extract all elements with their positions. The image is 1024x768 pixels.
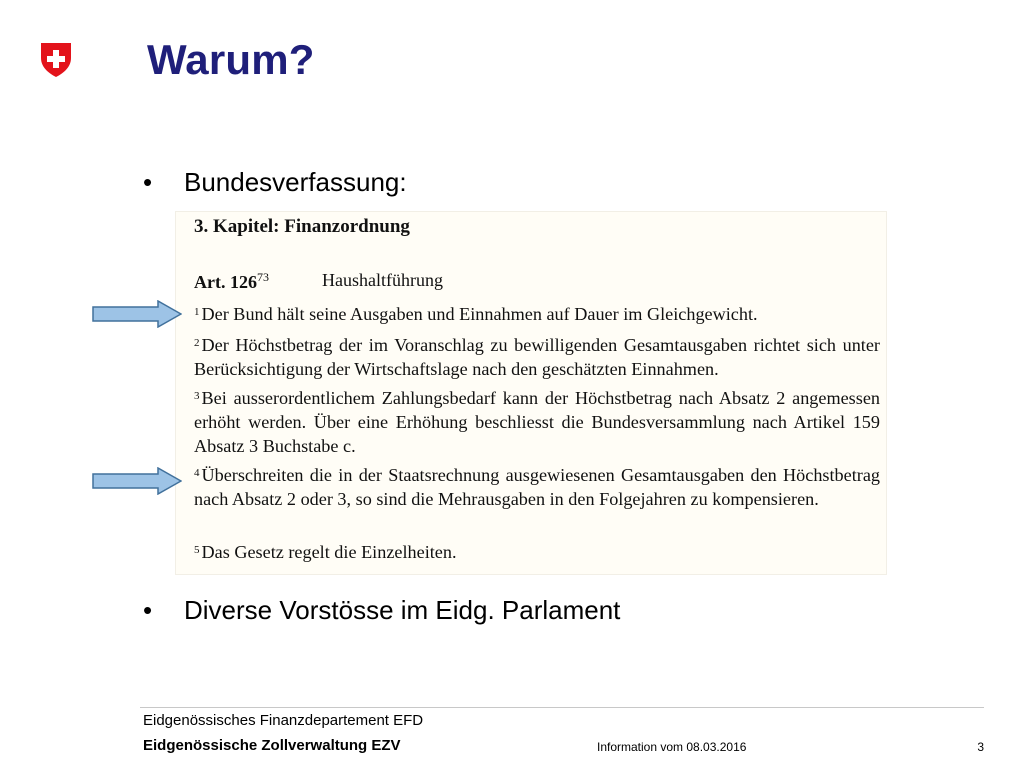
slide-title: Warum? <box>147 36 315 83</box>
bullet-dot: • <box>143 595 153 625</box>
bullet-vorstoesse <box>143 595 743 627</box>
highlight-arrow-icon <box>92 467 182 495</box>
article-number: Art. $126^{73}$ <box>194 270 269 292</box>
footer-divider <box>140 707 984 708</box>
article-paragraph-4: $^4$ Überschreiten die in der Staatsrechnung ausgewiesenen Gesamtausgaben den Höchstbetrag nach Absatz 2 oder 3, so sind die Mehrausgaben in den Folgejahren zu kompensieren. <box>194 465 880 509</box>
footer-department: Eidgenössisches Finanzdepartement EFD <box>143 712 424 729</box>
article-paragraph-3: $^3$ Bei ausserordentlichem Zahlungsbedarf kann der Höchstbetrag nach Absatz 2 angemessen erhöht werden. Über eine Erhöhung beschliesst die Bundesversammlung nach Artikel 159 Absatz 3 Buchstabe c. <box>194 388 880 456</box>
swiss-coat-of-arms-icon <box>40 42 72 78</box>
bullet-text: Diverse Vorstösse im Eidg. Parlament <box>184 595 621 625</box>
highlight-arrow-icon <box>92 300 182 328</box>
constitution-excerpt <box>176 212 886 574</box>
bullet-text: Bundesverfassung: <box>184 167 407 197</box>
bullet-bundesverfassung <box>143 167 543 199</box>
footer-office: Eidgenössische Zollverwaltung EZV <box>143 737 401 754</box>
footer-info-date: Information vom 08.03.2016 <box>597 740 747 754</box>
bullet-dot: • <box>143 167 153 197</box>
article-paragraph-5: $^5$ Das Gesetz regelt die Einzelheiten. <box>194 542 457 562</box>
article-title: Haushaltführung <box>322 270 443 290</box>
chapter-heading: 3. Kapitel: Finanzordnung <box>194 216 410 237</box>
page-number: 3 <box>977 740 984 754</box>
article-paragraph-1: $^1$ Der Bund hält seine Ausgaben und Einnahmen auf Dauer im Gleichgewicht. <box>194 304 758 324</box>
article-paragraph-2: $^2$ Der Höchstbetrag der im Voranschlag zu bewilligenden Gesamtausgaben richtet sich unter Berücksichtigung der Wirtschaftslage nach den geschätzten Einnahmen. <box>194 335 880 379</box>
article-footnote: 73 <box>256 270 269 284</box>
